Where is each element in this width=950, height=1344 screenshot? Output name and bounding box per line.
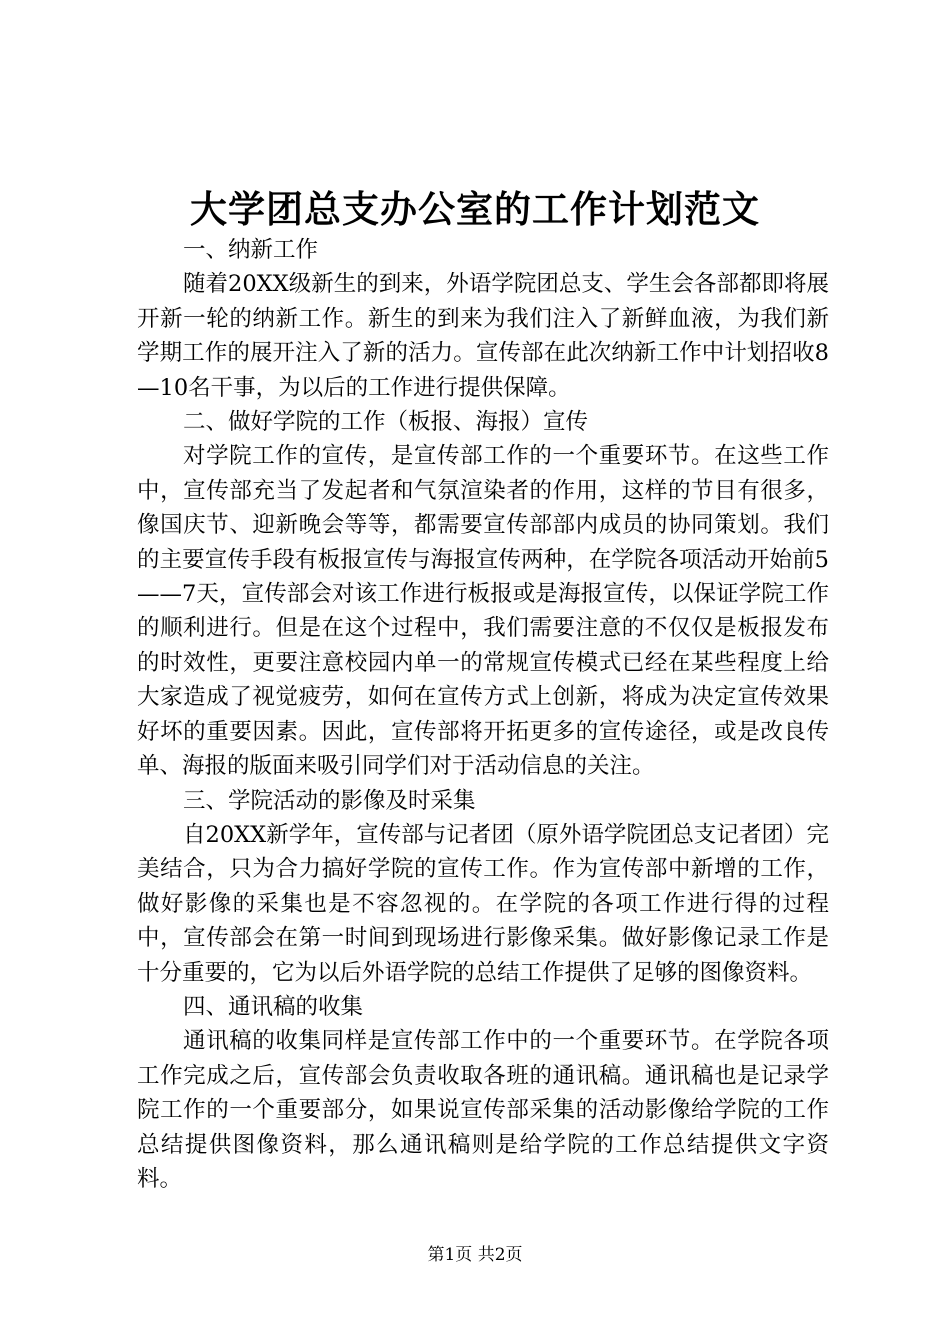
section-paragraph-3: 自20XX新学年，宣传部与记者团（原外语学院团总支记者团）完美结合，只为合力搞好学院的宣传工作。作为宣传部中新增的工作，做好影像的采集也是不容忽视的。在学院的各项工作进行得的过程中，宣传部会在第一时间到现场进行影像采集。做好影像记录工作是十分重要的，它为以后外语学院的总结工作提供了足够的图像资料。 — [137, 821, 829, 986]
document-body — [137, 233, 829, 1196]
section-paragraph-4: 通讯稿的收集同样是宣传部工作中的一个重要环节。在学院各项工作完成之后，宣传部会负责收取各班的通讯稿。通讯稿也是记录学院工作的一个重要部分，如果说宣传部采集的活动影像给学院的工作总结提供图像资料，那么通讯稿则是给学院的工作总结提供文字资料。 — [137, 1028, 829, 1192]
document-title: 大学团总支办公室的工作计划范文 — [190, 187, 760, 231]
section-paragraph-2: 对学院工作的宣传，是宣传部工作的一个重要环节。在这些工作中，宣传部充当了发起者和气氛渲染者的作用，这样的节目有很多，像国庆节、迎新晚会等等，都需要宣传部部内成员的协同策划。我们的主要宣传手段有板报宣传与海报宣传两种，在学院各项活动开始前5——7天，宣传部会对该工作进行板报或是海报宣传，以保证学院工作的顺利进行。但是在这个过程中，我们需要注意的不仅仅是板报发布的时效性，更要注意校园内单一的常规宣传模式已经在某些程度上给大家造成了视觉疲劳，如何在宣传方式上创新，将成为决定宣传效果好坏的重要因素。因此，宣传部将开拓更多的宣传途径，或是改良传单、海报的版面来吸引同学们对于活动信息的关注。 — [137, 443, 829, 780]
section-heading-3: 三、学院活动的影像及时采集 — [183, 787, 476, 814]
section-heading-4: 四、通讯稿的收集 — [183, 993, 364, 1020]
section-paragraph-1: 随着20XX级新生的到来，外语学院团总支、学生会各部都即将展开新一轮的纳新工作。新生的到来为我们注入了新鲜血液，为我们新学期工作的展开注入了新的活力。宣传部在此次纳新工作中计划招收8—10名干事，为以后的工作进行提供保障。 — [137, 271, 829, 401]
section-heading-2: 二、做好学院的工作（板报、海报）宣传 — [183, 409, 589, 436]
section-heading-1: 一、纳新工作 — [183, 237, 319, 263]
page-number-footer: 第1页 共2页 — [427, 1245, 523, 1265]
